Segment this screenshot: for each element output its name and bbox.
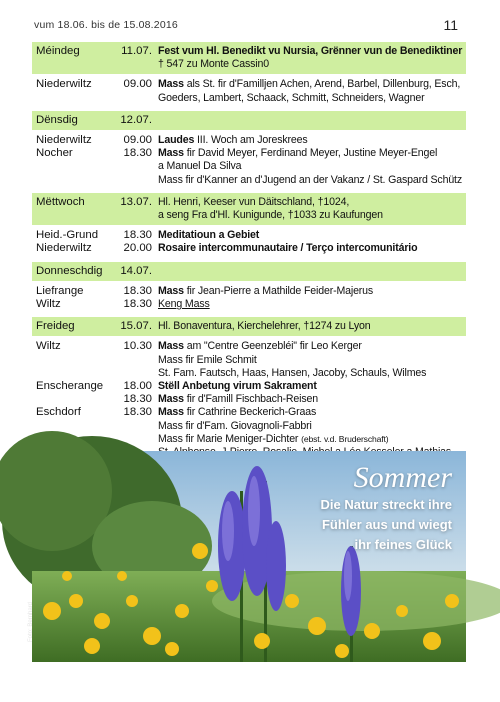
row-time: 09.00 18.30 bbox=[123, 134, 152, 160]
row-place: Heid.-Grund Niederwiltz bbox=[36, 229, 99, 255]
schedule-table bbox=[32, 40, 466, 476]
row-place: Freideg bbox=[36, 320, 75, 333]
row-description bbox=[152, 320, 466, 333]
day-header-row bbox=[32, 42, 466, 74]
description-segment: fir Jean-Pierre a Mathilde Feider-Majerus bbox=[186, 284, 374, 297]
description-segment: Stëll Anbetung virum Sakrament Mass bbox=[158, 380, 317, 406]
row-description bbox=[152, 45, 466, 71]
description-segment: Hl. Bonaventura, Kierchelehrer, †1274 zu Lyon bbox=[158, 320, 371, 333]
day-header-row bbox=[32, 111, 466, 130]
row-place: Niederwiltz bbox=[36, 78, 92, 91]
row-place: Méindeg bbox=[36, 45, 80, 57]
description-segment: Mass bbox=[158, 406, 184, 419]
service-row bbox=[32, 74, 466, 108]
photo-credit: Foto: Bernhard bbox=[28, 601, 34, 642]
description-segment: Meditatioun a Gebiet Rosaire intercommunautaire / Terço intercomunitário bbox=[158, 229, 418, 255]
row-time: 12.07. bbox=[120, 113, 152, 126]
description-segment: Mass bbox=[158, 78, 184, 91]
row-time: 18.30 18.30 bbox=[123, 284, 152, 311]
row-place: Liefrange Wiltz bbox=[36, 284, 84, 311]
description-segment: Laudes bbox=[158, 134, 195, 147]
row-place: Niederwiltz Nocher bbox=[36, 134, 92, 160]
date-range: vum 18.06. bis de 15.08.2016 bbox=[34, 19, 178, 31]
description-segment: Hl. Henri, Keeser vun Däitschland, †1024, a seng Fra d'Hl. Kunigunde, †1033 zu Kaufungen bbox=[158, 195, 383, 222]
row-description bbox=[152, 229, 466, 255]
day-header-row bbox=[32, 317, 466, 336]
description-segment: Keng Mass bbox=[158, 298, 210, 311]
row-place: Mëttwoch bbox=[36, 195, 85, 208]
row-time: 09.00 bbox=[123, 78, 152, 91]
row-place: Donneschdig bbox=[36, 264, 103, 277]
row-description bbox=[152, 196, 466, 222]
row-time: 10.30 18.00 18.30 18.30 bbox=[123, 340, 152, 419]
description-segment: III. Woch am Joreskrees bbox=[196, 134, 308, 147]
description-segment: (ebst. v.d. Bruderschaft) bbox=[301, 433, 389, 444]
row-time: 13.07. bbox=[120, 195, 152, 208]
description-segment: Mass bbox=[158, 284, 184, 297]
row-place: Wiltz Enscherange Eschdorf bbox=[36, 340, 104, 419]
row-description bbox=[152, 134, 466, 187]
description-segment: am "Centre Geenzebléi" fir Leo Kerger Mass fir Emile Schmit St. Fam. Fautsch, Haas, Hansen, Jacoby, Schauls, Wilmes bbox=[158, 340, 427, 379]
row-place: Dënsdig bbox=[36, 113, 78, 126]
row-time: 14.07. bbox=[120, 264, 152, 277]
description-segment: † 547 zu Monte Cassin0 bbox=[158, 58, 269, 71]
service-row bbox=[32, 130, 466, 191]
day-header-row bbox=[32, 262, 466, 281]
page-number: 11 bbox=[443, 17, 458, 33]
page-header bbox=[34, 19, 458, 35]
row-description bbox=[152, 285, 466, 311]
description-segment: fir d'Famill Fischbach-Reisen bbox=[186, 393, 319, 406]
description-segment: Fest vum Hl. Benedikt vu Nursia, Grënner vun de Benediktiner bbox=[158, 45, 463, 57]
description-segment: als St. fir d'Familljen Achen, Arend, Barbel, Dillenburg, Esch, Goeders, Lambert, Schaack, Schmitt, Schneiders, Wagner bbox=[158, 78, 461, 104]
summer-photo bbox=[28, 451, 466, 662]
service-row bbox=[32, 225, 466, 259]
description-segment: fir Cathrine Beckerich-Graas Mass fir d'Fam. Giovagnoli-Fabbri Mass fir Marie Meniger-Dichter bbox=[158, 406, 317, 445]
day-header-row bbox=[32, 193, 466, 225]
row-time: 15.07. bbox=[120, 320, 152, 333]
service-row bbox=[32, 281, 466, 315]
row-time: 18.30 20.00 bbox=[123, 229, 152, 255]
description-segment: Mass bbox=[158, 340, 184, 353]
description-segment: fir David Meyer, Ferdinand Meyer, Justine Meyer-Engel a Manuel Da Silva Mass fir d'Kanner an d'Jugend an der Vakanz / St. Gaspard Schütz bbox=[158, 147, 462, 186]
row-time: 11.07. bbox=[121, 45, 152, 57]
row-description bbox=[152, 78, 466, 104]
description-segment: Mass bbox=[158, 147, 184, 160]
photo-quote: Die Natur streckt ihre Fühler aus und wiegt ihr feines Glück bbox=[320, 497, 452, 552]
photo-title: Sommer bbox=[353, 461, 452, 494]
